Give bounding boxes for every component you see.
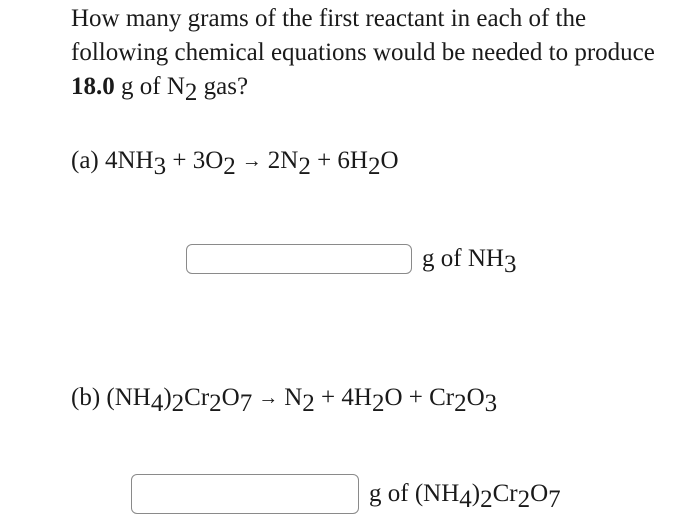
eq-b-text: N bbox=[284, 384, 303, 411]
unit-a-sub: 3 bbox=[503, 251, 517, 278]
unit-b-text: Cr bbox=[492, 480, 518, 507]
eq-b-text: O bbox=[221, 384, 240, 411]
unit-label-a bbox=[422, 245, 517, 278]
unit-b-text: ) bbox=[471, 480, 481, 507]
eq-b-sub: 2 bbox=[371, 390, 385, 417]
eq-b-sub: 2 bbox=[302, 390, 315, 417]
eq-a-text: + 6H bbox=[310, 147, 368, 174]
unit-b-text: O bbox=[530, 480, 549, 507]
reaction-arrow-icon: → bbox=[241, 150, 262, 172]
eq-b-sub: 2 bbox=[209, 390, 222, 417]
eq-b-sub: 2 bbox=[454, 390, 467, 417]
eq-a-sub: 2 bbox=[223, 153, 236, 180]
eq-b-sub: 4 bbox=[150, 390, 164, 417]
question-subscript: 2 bbox=[184, 79, 198, 106]
unit-a-text: g of NH bbox=[422, 245, 504, 272]
eq-a-sub: 2 bbox=[367, 153, 381, 180]
eq-b-text: Cr bbox=[184, 384, 210, 411]
eq-a-sub: 3 bbox=[153, 153, 167, 180]
unit-b-sub: 4 bbox=[459, 486, 472, 513]
eq-b-text: (b) (NH bbox=[71, 384, 151, 411]
answer-row-b bbox=[131, 474, 561, 514]
answer-input-b[interactable] bbox=[131, 474, 359, 514]
eq-b-text: ) bbox=[163, 384, 172, 411]
question-text bbox=[71, 2, 671, 104]
unit-label-b bbox=[369, 480, 561, 513]
eq-b-text: + 4H bbox=[314, 384, 372, 411]
eq-b-text: O + Cr bbox=[384, 384, 455, 411]
unit-b-sub: 7 bbox=[548, 486, 561, 513]
question-amount: 18.0 bbox=[71, 73, 115, 100]
eq-a-text: + 3O bbox=[166, 147, 224, 174]
unit-b-sub: 2 bbox=[480, 486, 493, 513]
unit-b-sub: 2 bbox=[517, 486, 531, 513]
eq-b-text: O bbox=[466, 384, 485, 411]
answer-input-a[interactable] bbox=[186, 244, 412, 274]
eq-a-text: O bbox=[380, 147, 399, 174]
eq-b-sub: 3 bbox=[484, 390, 498, 417]
eq-b-sub: 2 bbox=[171, 390, 185, 417]
equation-b bbox=[71, 383, 498, 417]
equation-a bbox=[71, 146, 399, 180]
answer-row-a bbox=[186, 244, 517, 278]
eq-b-sub: 7 bbox=[239, 390, 253, 417]
eq-a-sub: 2 bbox=[298, 153, 311, 180]
question-text-start: How many grams of the first reactant in each of the following chemical equations would be needed to produce bbox=[71, 5, 655, 66]
question-text-mid: g of N bbox=[114, 73, 185, 100]
reaction-arrow-icon: → bbox=[258, 387, 279, 409]
unit-b-text: g of (NH bbox=[369, 480, 460, 507]
question-text-end: gas? bbox=[197, 73, 249, 100]
eq-a-text: 2N bbox=[267, 147, 299, 174]
eq-a-text: (a) 4NH bbox=[71, 147, 154, 174]
